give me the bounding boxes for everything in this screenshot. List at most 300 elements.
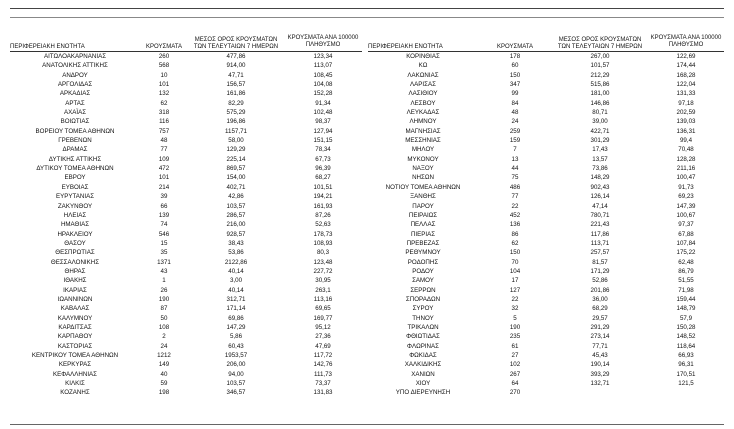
region-name: ΡΕΘΥΜΝΟΥ bbox=[405, 249, 441, 257]
case-count: 24 bbox=[511, 118, 519, 126]
case-count: 43 bbox=[160, 267, 168, 275]
cases-per-100000: 161,93 bbox=[313, 202, 333, 210]
cases-per-100000: 100,67 bbox=[676, 211, 696, 219]
table-row bbox=[368, 117, 724, 126]
cases-per-100000: 123,48 bbox=[313, 258, 333, 266]
region-name: ΠΕΙΡΑΙΩΣ bbox=[408, 211, 438, 219]
region-name: ΖΑΚΥΝΘΟΥ bbox=[57, 202, 93, 210]
region-name: ΙΩΑΝΝΙΝΩΝ bbox=[57, 295, 93, 303]
seven-day-average: 36,00 bbox=[592, 295, 608, 303]
cases-per-100000: 122,69 bbox=[676, 53, 696, 60]
case-count: 75 bbox=[511, 174, 519, 182]
region-name: ΓΡΕΒΕΝΩΝ bbox=[58, 137, 92, 145]
header-region: ΠΕΡΙΦΕΡΕΙΑΚΗ ΕΝΟΤΗΤΑ bbox=[10, 44, 85, 50]
seven-day-average: 45,43 bbox=[592, 352, 608, 359]
case-count: 2 bbox=[162, 333, 166, 341]
case-count: 22 bbox=[511, 202, 519, 210]
cases-per-100000: 159,44 bbox=[676, 295, 696, 303]
region-name: ΧΑΝΙΩΝ bbox=[411, 370, 435, 378]
cases-per-100000: 148,79 bbox=[676, 305, 696, 313]
case-count: 546 bbox=[158, 230, 170, 238]
case-count: 127 bbox=[509, 286, 521, 294]
region-name: ΜΥΚΟΝΟΥ bbox=[407, 155, 439, 163]
table-row bbox=[10, 202, 362, 211]
table-row bbox=[10, 173, 362, 182]
cases-per-100000: 100,47 bbox=[676, 174, 696, 182]
cases-per-100000: 169,77 bbox=[313, 314, 333, 322]
table-row bbox=[10, 108, 362, 117]
seven-day-average: 212,29 bbox=[590, 71, 610, 79]
cases-per-100000: 66,93 bbox=[678, 352, 694, 359]
seven-day-average: 69,86 bbox=[228, 314, 244, 322]
region-name: ΤΡΙΚΑΛΩΝ bbox=[407, 323, 439, 331]
seven-day-average: 515,86 bbox=[590, 81, 610, 89]
region-name: ΙΚΑΡΙΑΣ bbox=[63, 286, 87, 294]
region-name: ΛΕΥΚΑΔΑΣ bbox=[406, 109, 440, 117]
cases-per-100000: 122,04 bbox=[676, 81, 696, 89]
seven-day-average: 171,29 bbox=[590, 267, 610, 275]
seven-day-average: 38,43 bbox=[228, 239, 244, 247]
seven-day-average: 40,14 bbox=[228, 267, 244, 275]
seven-day-average: 60,43 bbox=[228, 342, 244, 350]
case-count: 149 bbox=[158, 361, 170, 369]
region-name: ΚΑΡΠΑΘΟΥ bbox=[57, 333, 93, 341]
table-row bbox=[368, 239, 724, 248]
table-row bbox=[368, 173, 724, 182]
seven-day-average: 17,43 bbox=[592, 146, 608, 154]
seven-day-average: 3,00 bbox=[229, 277, 243, 285]
case-count: 50 bbox=[160, 314, 168, 322]
seven-day-average: 190,14 bbox=[590, 361, 610, 369]
seven-day-average: 82,29 bbox=[228, 99, 244, 107]
table-row bbox=[10, 304, 362, 313]
region-name: ΠΙΕΡΙΑΣ bbox=[410, 230, 436, 238]
case-count: 7 bbox=[513, 146, 517, 154]
region-name: ΝΗΣΩΝ bbox=[412, 174, 434, 182]
case-count: 13 bbox=[511, 155, 519, 163]
table-row bbox=[368, 202, 724, 211]
region-name: ΥΠΟ ΔΙΕΡΕΥΝΗΣΗ bbox=[395, 389, 451, 397]
cases-per-100000: 170,51 bbox=[676, 370, 696, 378]
case-count: 757 bbox=[158, 127, 170, 135]
case-count: 139 bbox=[158, 211, 170, 219]
seven-day-average: 94,00 bbox=[228, 370, 244, 378]
table-row bbox=[10, 117, 362, 126]
cases-per-100000: 96,31 bbox=[678, 361, 694, 369]
table-row bbox=[368, 276, 724, 285]
seven-day-average: 301,29 bbox=[590, 137, 610, 145]
cases-per-100000: 128,28 bbox=[676, 155, 696, 163]
cases-per-100000: 69,65 bbox=[315, 305, 331, 313]
cases-per-100000: 178,73 bbox=[313, 230, 333, 238]
region-name: ΜΗΛΟΥ bbox=[411, 146, 435, 154]
table-row bbox=[10, 332, 362, 341]
cases-per-100000: 131,83 bbox=[313, 389, 333, 397]
seven-day-average: 103,57 bbox=[226, 202, 246, 210]
case-count: 102 bbox=[509, 361, 521, 369]
seven-day-average: 286,57 bbox=[226, 211, 246, 219]
region-name: ΘΗΡΑΣ bbox=[64, 267, 86, 275]
table-row bbox=[10, 267, 362, 276]
case-count: 318 bbox=[158, 109, 170, 117]
seven-day-average: 81,57 bbox=[592, 258, 608, 266]
region-name: ΧΙΟΥ bbox=[415, 380, 431, 388]
seven-day-average: 273,14 bbox=[590, 333, 610, 341]
seven-day-average: 201,86 bbox=[590, 286, 610, 294]
case-count: 27 bbox=[511, 352, 519, 359]
cases-per-100000: 127,94 bbox=[313, 127, 333, 135]
case-count: 104 bbox=[509, 267, 521, 275]
table-row bbox=[368, 99, 724, 108]
cases-per-100000: 113,16 bbox=[313, 295, 333, 303]
table-row bbox=[10, 370, 362, 379]
cases-per-100000: 139,03 bbox=[676, 118, 696, 126]
seven-day-average: 422,71 bbox=[590, 127, 610, 135]
table-row bbox=[368, 89, 724, 98]
case-count: 62 bbox=[160, 99, 168, 107]
cases-per-100000: 71,98 bbox=[678, 286, 694, 294]
cases-per-100000: 91,34 bbox=[315, 99, 331, 107]
case-count: 101 bbox=[158, 174, 170, 182]
cases-per-100000: 151,15 bbox=[313, 137, 333, 145]
seven-day-average: 156,57 bbox=[226, 81, 246, 89]
region-name: ΠΡΕΒΕΖΑΣ bbox=[406, 239, 440, 247]
table-row bbox=[10, 89, 362, 98]
case-count: 70 bbox=[511, 258, 519, 266]
case-count: 77 bbox=[160, 146, 168, 154]
cases-per-100000: 97,37 bbox=[678, 221, 694, 229]
region-name: ΑΧΑΪΑΣ bbox=[63, 109, 87, 117]
table-row bbox=[10, 183, 362, 192]
table-row bbox=[10, 220, 362, 229]
case-count: 178 bbox=[509, 53, 521, 60]
region-name: ΗΡΑΚΛΕΙΟΥ bbox=[57, 230, 93, 238]
case-count: 15 bbox=[160, 239, 168, 247]
table-row bbox=[368, 155, 724, 164]
cases-per-100000: 80,3 bbox=[316, 249, 330, 257]
table-row bbox=[368, 136, 724, 145]
case-count: 77 bbox=[511, 193, 519, 201]
case-count: 86 bbox=[511, 230, 519, 238]
left-table bbox=[10, 28, 362, 398]
case-count: 472 bbox=[158, 165, 170, 173]
seven-day-average: 53,86 bbox=[228, 249, 244, 257]
table-row bbox=[368, 164, 724, 173]
region-name: ΚΟΡΙΝΘΙΑΣ bbox=[406, 53, 440, 60]
right-table bbox=[368, 28, 724, 398]
case-count: 99 bbox=[511, 90, 519, 98]
table-row bbox=[368, 80, 724, 89]
case-count: 109 bbox=[158, 155, 170, 163]
cases-per-100000: 121,5 bbox=[678, 380, 694, 388]
region-name: ΛΑΚΩΝΙΑΣ bbox=[407, 71, 439, 79]
case-count: 214 bbox=[158, 183, 170, 191]
case-count: 101 bbox=[158, 81, 170, 89]
cases-per-100000: 70,48 bbox=[678, 146, 694, 154]
seven-day-average: 117,86 bbox=[590, 230, 610, 238]
region-name: ΕΒΡΟΥ bbox=[64, 174, 86, 182]
case-count: 22 bbox=[511, 295, 519, 303]
table-row bbox=[368, 304, 724, 313]
case-count: 108 bbox=[158, 323, 170, 331]
region-name: ΛΑΣΙΘΙΟΥ bbox=[408, 90, 438, 98]
region-name: ΚΑΛΥΜΝΟΥ bbox=[57, 314, 93, 322]
seven-day-average: 181,00 bbox=[590, 90, 610, 98]
region-name: ΑΙΤΩΛΟΑΚΑΡΝΑΝΙΑΣ bbox=[43, 53, 107, 60]
region-name: ΑΝΑΤΟΛΙΚΗΣ ΑΤΤΙΚΗΣ bbox=[42, 62, 108, 70]
table-row bbox=[368, 370, 724, 379]
cases-per-100000: 86,79 bbox=[678, 267, 694, 275]
region-name: ΙΘΑΚΗΣ bbox=[63, 277, 87, 285]
bottom-rule bbox=[10, 424, 724, 425]
seven-day-average: 80,71 bbox=[592, 109, 608, 117]
table-row bbox=[368, 267, 724, 276]
table-row bbox=[10, 323, 362, 332]
case-count: 132 bbox=[158, 90, 170, 98]
seven-day-average: 267,00 bbox=[590, 53, 610, 60]
case-count: 267 bbox=[509, 370, 521, 378]
seven-day-average: 29,57 bbox=[592, 314, 608, 322]
cases-per-100000: 69,23 bbox=[678, 193, 694, 201]
cases-per-100000: 52,63 bbox=[315, 221, 331, 229]
table-row bbox=[368, 342, 724, 351]
cases-per-100000: 117,72 bbox=[313, 352, 333, 359]
case-count: 486 bbox=[509, 183, 521, 191]
case-count: 60 bbox=[511, 62, 519, 70]
seven-day-average: 129,29 bbox=[226, 146, 246, 154]
region-name: ΔΥΤΙΚΟΥ ΤΟΜΕΑ ΑΘΗΝΩΝ bbox=[36, 165, 114, 173]
seven-day-average: 477,86 bbox=[226, 53, 246, 60]
seven-day-average: 13,57 bbox=[592, 155, 608, 163]
seven-day-average: 225,14 bbox=[226, 155, 246, 163]
seven-day-average: 5,86 bbox=[229, 333, 243, 341]
cases-per-100000: 147,39 bbox=[676, 202, 696, 210]
seven-day-average: 147,29 bbox=[226, 323, 246, 331]
seven-day-average: 39,00 bbox=[592, 118, 608, 126]
seven-day-average: 291,29 bbox=[590, 323, 610, 331]
region-name: ΧΑΛΚΙΔΙΚΗΣ bbox=[404, 361, 442, 369]
region-name: ΘΕΣΣΑΛΟΝΙΚΗΣ bbox=[50, 258, 100, 266]
seven-day-average: 928,57 bbox=[226, 230, 246, 238]
cases-per-100000: 101,51 bbox=[313, 183, 333, 191]
case-count: 190 bbox=[158, 295, 170, 303]
region-name: ΣΥΡΟΥ bbox=[412, 305, 434, 313]
case-count: 66 bbox=[160, 202, 168, 210]
seven-day-average: 161,86 bbox=[226, 90, 246, 98]
cases-per-100000: 99,4 bbox=[679, 137, 693, 145]
region-name: ΡΟΔΟΠΗΣ bbox=[407, 258, 439, 266]
table-row bbox=[368, 220, 724, 229]
table-row bbox=[368, 183, 724, 192]
cases-per-100000: 113,07 bbox=[313, 62, 333, 70]
region-name: ΚΑΒΑΛΑΣ bbox=[60, 305, 90, 313]
cases-per-100000: 27,36 bbox=[315, 333, 331, 341]
case-count: 150 bbox=[509, 71, 521, 79]
left-table-body bbox=[10, 52, 362, 398]
table-row bbox=[368, 323, 724, 332]
table-row bbox=[10, 388, 362, 397]
case-count: 10 bbox=[160, 71, 168, 79]
seven-day-average: 780,71 bbox=[590, 211, 610, 219]
seven-day-average: 221,43 bbox=[590, 221, 610, 229]
region-name: ΑΡΓΟΛΙΔΑΣ bbox=[57, 81, 93, 89]
cases-per-100000: 194,21 bbox=[313, 193, 333, 201]
cases-per-100000: 87,26 bbox=[315, 211, 331, 219]
table-row bbox=[10, 164, 362, 173]
table-row bbox=[10, 258, 362, 267]
region-name: ΣΠΟΡΑΔΩΝ bbox=[405, 295, 441, 303]
cases-per-100000: 227,72 bbox=[313, 267, 333, 275]
case-count: 347 bbox=[509, 81, 521, 89]
seven-day-average: 73,86 bbox=[592, 165, 608, 173]
case-count: 568 bbox=[158, 62, 170, 70]
region-name: ΦΘΙΩΤΙΔΑΣ bbox=[406, 333, 440, 341]
cases-per-100000: 96,39 bbox=[315, 165, 331, 173]
seven-day-average: 132,71 bbox=[590, 380, 610, 388]
table-row bbox=[10, 80, 362, 89]
cases-per-100000: 108,93 bbox=[313, 239, 333, 247]
case-count: 48 bbox=[511, 109, 519, 117]
seven-day-average: 103,57 bbox=[226, 380, 246, 388]
cases-per-100000: 91,73 bbox=[678, 183, 694, 191]
table-row bbox=[10, 52, 362, 61]
seven-day-average: 2122,86 bbox=[224, 258, 248, 266]
seven-day-average: 58,00 bbox=[228, 137, 244, 145]
table-row bbox=[10, 136, 362, 145]
case-count: 61 bbox=[511, 342, 519, 350]
case-count: 62 bbox=[511, 239, 519, 247]
region-name: ΤΗΝΟΥ bbox=[412, 314, 434, 322]
cases-per-100000: 136,31 bbox=[676, 127, 696, 135]
region-name: ΗΜΑΘΙΑΣ bbox=[60, 221, 90, 229]
table-row bbox=[10, 127, 362, 136]
seven-day-average: 77,71 bbox=[592, 342, 608, 350]
seven-day-average: 402,71 bbox=[226, 183, 246, 191]
table-row bbox=[10, 230, 362, 239]
table-row bbox=[368, 258, 724, 267]
table-row bbox=[10, 276, 362, 285]
table-row bbox=[10, 155, 362, 164]
case-count: 5 bbox=[513, 314, 517, 322]
case-count: 24 bbox=[160, 342, 168, 350]
cases-per-100000: 174,44 bbox=[676, 62, 696, 70]
table-row bbox=[10, 342, 362, 351]
seven-day-average: 869,57 bbox=[226, 165, 246, 173]
table-row bbox=[10, 145, 362, 154]
seven-day-average: 206,00 bbox=[226, 361, 246, 369]
table-row bbox=[368, 211, 724, 220]
table-row bbox=[10, 379, 362, 388]
case-count: 35 bbox=[160, 249, 168, 257]
seven-day-average: 154,00 bbox=[226, 174, 246, 182]
seven-day-average: 148,29 bbox=[590, 174, 610, 182]
right-table-header bbox=[368, 28, 724, 52]
header-cases: ΚΡΟΥΣΜΑΤΑ bbox=[497, 44, 533, 50]
header-7day-average: ΜΕΣΟΣ ΟΡΟΣ ΚΡΟΥΣΜΑΤΩΝ ΤΩΝ ΤΕΛΕΥΤΑΙΩΝ 7 ΗΜΕΡΩΝ bbox=[557, 37, 643, 50]
case-count: 159 bbox=[509, 137, 521, 145]
region-name: ΔΡΑΜΑΣ bbox=[62, 146, 88, 154]
cases-per-100000: 67,73 bbox=[315, 155, 331, 163]
header-cases: ΚΡΟΥΣΜΑΤΑ bbox=[146, 44, 182, 50]
case-count: 259 bbox=[509, 127, 521, 135]
cases-per-100000: 51,55 bbox=[678, 277, 694, 285]
case-count: 198 bbox=[158, 389, 170, 397]
case-count: 1371 bbox=[157, 258, 171, 266]
cases-per-100000: 30,95 bbox=[315, 277, 331, 285]
region-name: ΣΑΜΟΥ bbox=[412, 277, 434, 285]
region-name: ΚΩ bbox=[418, 62, 428, 70]
region-name: ΜΕΣΣΗΝΙΑΣ bbox=[405, 137, 441, 145]
cases-per-100000: 78,34 bbox=[315, 146, 331, 154]
cases-per-100000: 104,08 bbox=[313, 81, 333, 89]
seven-day-average: 312,71 bbox=[226, 295, 246, 303]
table-row bbox=[10, 351, 362, 360]
cases-per-100000: 97,18 bbox=[678, 99, 694, 107]
right-table-body bbox=[368, 52, 724, 398]
cases-per-100000: 107,84 bbox=[676, 239, 696, 247]
seven-day-average: 346,57 bbox=[226, 389, 246, 397]
region-name: ΝΑΞΟΥ bbox=[412, 165, 434, 173]
region-name: ΛΑΡΙΣΑΣ bbox=[410, 81, 436, 89]
seven-day-average: 126,14 bbox=[590, 193, 610, 201]
region-name: ΕΥΒΟΙΑΣ bbox=[61, 183, 89, 191]
seven-day-average: 42,86 bbox=[228, 193, 244, 201]
table-row bbox=[10, 314, 362, 323]
case-count: 39 bbox=[160, 193, 168, 201]
table-row bbox=[368, 295, 724, 304]
case-count: 1212 bbox=[157, 352, 171, 359]
case-count: 40 bbox=[160, 370, 168, 378]
region-name: ΑΝΔΡΟΥ bbox=[62, 71, 88, 79]
region-name: ΛΗΜΝΟΥ bbox=[409, 118, 437, 126]
case-count: 270 bbox=[509, 389, 521, 397]
table-row bbox=[10, 295, 362, 304]
header-cases-per-100000: ΚΡΟΥΣΜΑΤΑ ΑΝΑ 100000 ΠΛΗΘΥΣΜΟ bbox=[650, 35, 722, 48]
region-name: ΣΕΡΡΩΝ bbox=[410, 286, 436, 294]
case-count: 452 bbox=[509, 211, 521, 219]
region-name: ΦΛΩΡΙΝΑΣ bbox=[407, 342, 439, 350]
cases-per-100000: 131,33 bbox=[676, 90, 696, 98]
region-name: ΚΕΡΚΥΡΑΣ bbox=[58, 361, 92, 369]
region-name: ΦΩΚΙΔΑΣ bbox=[409, 352, 437, 359]
cases-per-100000: 202,59 bbox=[676, 109, 696, 117]
cases-per-100000: 73,37 bbox=[315, 380, 331, 388]
case-count: 32 bbox=[511, 305, 519, 313]
seven-day-average: 40,14 bbox=[228, 286, 244, 294]
region-name: ΒΟΡΕΙΟΥ ΤΟΜΕΑ ΑΘΗΝΩΝ bbox=[35, 127, 115, 135]
cases-per-100000: 111,73 bbox=[313, 370, 332, 378]
table-row bbox=[10, 99, 362, 108]
cases-per-100000: 142,76 bbox=[313, 361, 333, 369]
seven-day-average: 914,00 bbox=[226, 62, 246, 70]
seven-day-average: 257,57 bbox=[590, 249, 610, 257]
case-count: 1 bbox=[162, 277, 166, 285]
cases-per-100000: 263,1 bbox=[315, 286, 331, 294]
region-name: ΚΑΡΔΙΤΣΑΣ bbox=[58, 323, 92, 331]
seven-day-average: 113,71 bbox=[590, 239, 610, 247]
table-row bbox=[10, 192, 362, 201]
region-name: ΘΑΣΟΥ bbox=[64, 239, 86, 247]
region-name: ΑΡΤΑΣ bbox=[65, 99, 85, 107]
case-count: 64 bbox=[511, 380, 519, 388]
case-count: 235 bbox=[509, 333, 521, 341]
table-row bbox=[368, 145, 724, 154]
case-count: 59 bbox=[160, 380, 168, 388]
case-count: 26 bbox=[160, 286, 168, 294]
region-name: ΝΟΤΙΟΥ ΤΟΜΕΑ ΑΘΗΝΩΝ bbox=[385, 183, 461, 191]
table-row bbox=[10, 71, 362, 80]
region-name: ΚΕΝΤΡΙΚΟΥ ΤΟΜΕΑ ΑΘΗΝΩΝ bbox=[31, 352, 119, 359]
